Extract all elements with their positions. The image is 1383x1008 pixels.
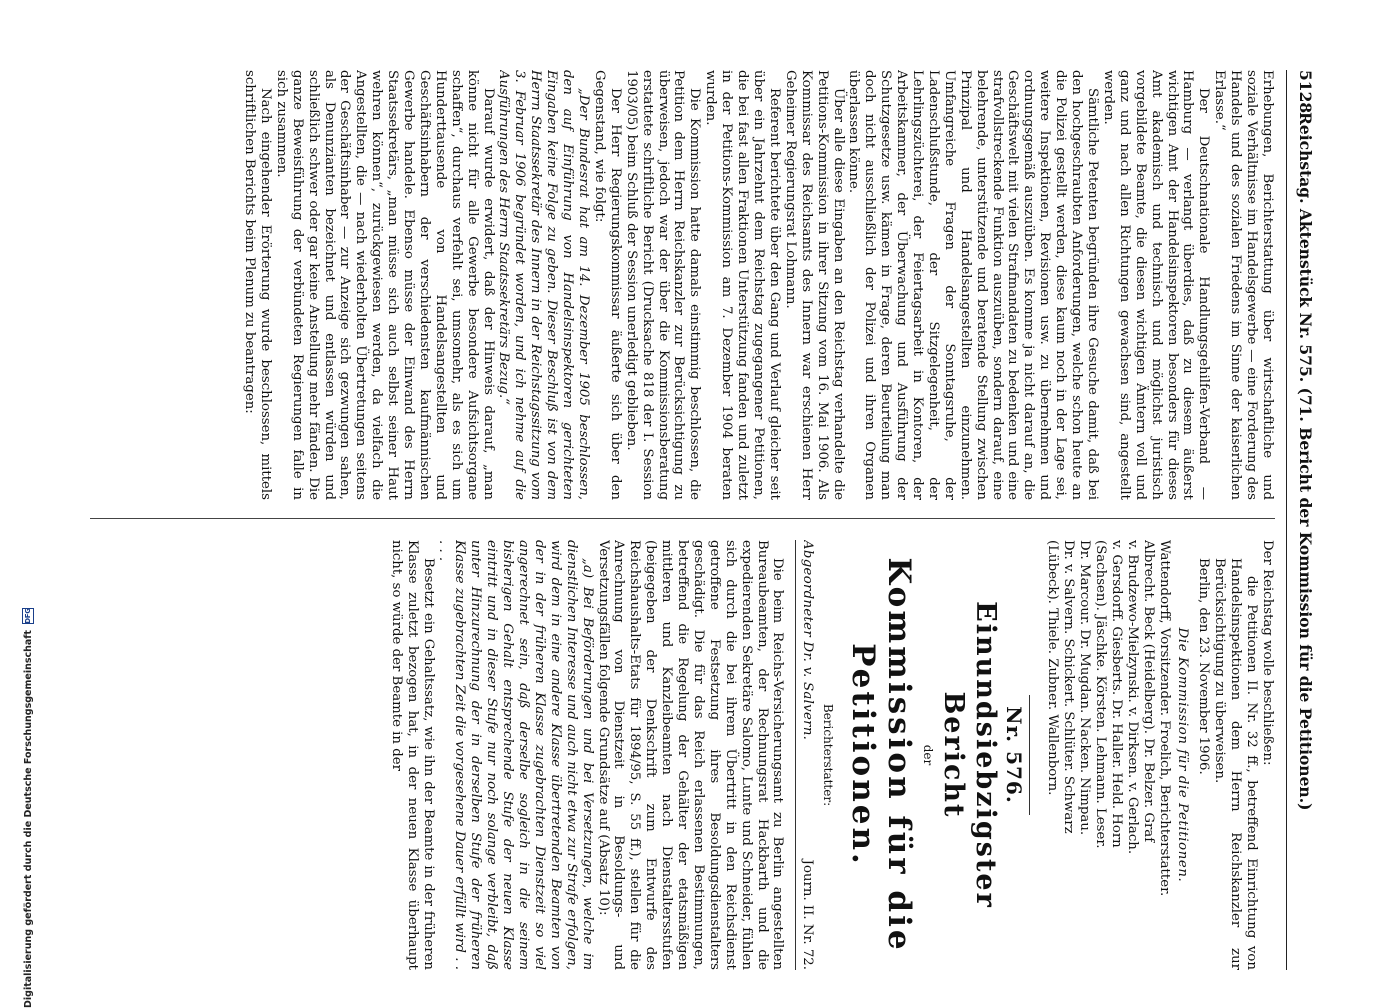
paragraph: Referent berichtete über den Gang und Verlauf gleicher seit über ein Jahrzehnt dem Reichstag zugegangener Petitionen, die bei fast allen Fraktionen Unterstützung fanden und zuletzt in der Petitions-Kommission am 7. Dezember 1904 beraten wurden. bbox=[703, 70, 782, 500]
digitization-credit bbox=[22, 8, 38, 1008]
date-line: Berlin, den 23. November 1906. bbox=[1196, 558, 1212, 775]
section-rule bbox=[1029, 695, 1030, 815]
dfg-logo-icon: DFG bbox=[24, 608, 32, 624]
members-line: (Lübeck). Thiele. Zubner. Wallenborn. bbox=[1045, 540, 1061, 796]
paragraph: Der Herr Regierungskommissar äußerte sich über den Gegenstand, wie folgt: bbox=[591, 70, 623, 500]
paragraph: Die beim Reichs-Versicherungsamt zu Berlin angestellten Bureaubeamten, der Rechnungsrat Hackbarth und die expedierenden Sekretäre Salomo, Lunte und Schneider, fühlen sich durch die bei ihrem Übertritt in den Reichsdienst getroffene Festsetzung ihres Besoldungsdienstalters geschädigt. Die für das Reich erlassenen Bestimmungen, betreffend die Regelung der Gehälter der etatsmäßigen mittleren und Kanzleibeamten nach Dienstaltersstufen (beigegeben der Denkschrift zum Entwurfe des Reichshaushalts-Etats für 1894/95, S. 55 ff.), stellen für die Anrechnung von Dienstzeit in Besoldungs- und Versetzungsfällen folgende Grundsätze auf (Absatz 10): bbox=[595, 540, 786, 970]
commission-members bbox=[1044, 540, 1171, 970]
members-line: Albrecht. Beck (Heidelberg). Dr. Belzer. Graf bbox=[1140, 540, 1156, 843]
paragraph: Darauf wurde erwidert, daß der Hinweis darauf, „man könne nicht für alle Gewerbe besondere Aufsichtsorgane schaffen“, durchaus verfehlt sei, umsomehr, als es sich um Hunderttausende von Handelsangestellten und Geschäftsinhabern der verschiedensten kaufmännischen Gewerbe handele. Ebenso müsse der Einwand des Herrn Staatssekretärs, „man müsse sich auch selbst seiner Haut wehren können“, zurückgewiesen werden, da vielfach die Angestellten, die — nach wiederholten Übertretungen seitens der Geschäftsinhaber — zur Anzeige sich gezwungen sahen, als Denunzianten bezeichnet und entlassen würden und schließlich schwer oder gar keine Anstellung mehr fänden. Die ganze Beweisführung der verbündeten Regierungen falle in sich zusammen. bbox=[273, 70, 496, 500]
document-page bbox=[80, 70, 1315, 970]
paragraph: Nach eingehender Erörterung wurde beschlossen, mittels schriftlichen Berichts beim Plenum zu beantragen: bbox=[242, 70, 273, 500]
paragraph: Erhebungen, Berichterstattung über wirtschaftliche und soziale Verhältnisse im Handelsgewerbe — eine Forderung des Handels und des sozialen Friedens im Sinne der kaiserlichen Erlasse.“ bbox=[1212, 70, 1275, 500]
journal-reference: Journ. II. Nr. 72. bbox=[800, 859, 816, 970]
commission-signature-title: Die Kommission für die Petitionen. bbox=[1175, 627, 1191, 883]
quotation-paragraph: „Der Bundesrat hat am 14. Dezember 1905 beschlossen, den auf Einführung von Handelsinspektoren gerichteten Eingaben keine Folge zu geben. Dieser Beschluß ist von dem Herrn Staatssekretär des Innern in der Reichstagssitzung vom 3. Februar 1906 begründet worden, und ich nehme auf die Ausführungen des Herrn Staatssekretärs Bezug.“ bbox=[496, 70, 592, 500]
members-line: (Sachsen). Jäschke. Körsten. Lehmann. Leser. bbox=[1092, 540, 1108, 849]
resolution-intro: Der Reichstag wolle beschließen: bbox=[1260, 540, 1275, 766]
rapporteur-line bbox=[796, 540, 816, 970]
paragraph: Über alle diese Eingaben an den Reichstag verhandelte die Petitions-Kommission in ihrer Sitzung vom 16. Mai 1906. Als Kommissar des Reichsamts des Innern war erschienen Herr Geheimer Regierungsrat Lohmann. bbox=[782, 70, 846, 500]
paragraph: Die Kommission hatte damals einstimmig beschlossen, die Petition dem Herrn Reichskanzler zur Berücksichtigung zu überweisen, jedoch war der über die Kommissionsberatung erstattete schriftliche Bericht (Drucksache 818 der I. Session 1903/05) beim Schluß der Session unerledigt geblieben. bbox=[623, 70, 703, 500]
members-line: v. Gersdorff. Giesberts. Dr. Haller. Held. Horn bbox=[1108, 540, 1124, 848]
column-divider bbox=[90, 518, 1275, 519]
rapporteur-name: Abgeordneter Dr. v. Salvern. bbox=[800, 540, 816, 741]
running-title: Reichstag. Aktenstück Nr. 575. (71. Bericht der Kommission für die Petitionen.) bbox=[1296, 112, 1315, 811]
left-column bbox=[85, 70, 1275, 500]
paragraph: Der Deutschnationale Handlungsgehilfen-Verband — Hamburg — verlangt überdies, daß zu diesem äußerst wichtigen Amt der Handelsinspektoren besonders für dieses Amt akademisch und technisch und möglichst juristisch vorgebildete Beamte, die diesen wichtigen Ämtern voll und ganz und nach allen Richtungen gewachsen sind, angestellt werden. bbox=[1100, 70, 1212, 500]
report-heading: Einundsiebzigster Bericht bbox=[938, 601, 1002, 909]
members-line: v. Brudzewo-Mielzynski. v. Dirksen. v. Gerlach. bbox=[1124, 540, 1140, 855]
rapporteur-label: Berichterstatter: bbox=[821, 703, 836, 807]
quotation-paragraph: „a) Bei Beförderungen und bei Versetzungen, welche im dienstlichen Interesse und auch nicht etwa zur Strafe erfolgen, wird dem in eine andere Klasse übertretenden Beamten von der in der früheren Klasse zugebrachten Dienstzeit so viel angerechnet sein, daß derselbe sogleich in die seinem bisherigen Gehalt entsprechende Stufe der neuen Klasse eintritt und in dieser Stufe nur noch solange verbleibt, daß unter Hinzurechnung der in derselben Stufe der früheren Klasse zugebrachten Zeit die vorgesehene Dauer erfüllt wird . . . . . bbox=[436, 540, 595, 970]
right-column bbox=[85, 540, 1275, 970]
document-number: Nr. 576. bbox=[1002, 706, 1027, 804]
paragraph: Sämtliche Petenten begründen ihre Gesuche damit, daß bei den hochgeschraubten Anforderungen, welche schon heute an die Polizei gestellt werden, diese kaum noch in der Lage sei, weitere Inspektionen, Revisionen usw. zu übernehmen und ordnungsgemäß auszuüben. Es komme ja nicht darauf an, die Geschäftswelt mit vielen Strafmandaten zu bedenken und eine strafvollstreckende Funktion auszuüben, sondern darauf, eine belehrende, unterstützende und beratende Stellung zwischen Prinzipal und Handelsangestellten einzunehmen. Umfangreiche Fragen der Sonntagsruhe, der Ladenschlußstunde, der Sitzgelegenheit, der Lehrlingszüchterei, der Feiertagsarbeit in Kontoren, der Arbeitskammer, der Überwachung und Ausführung der Schutzgesetze usw. kämen in Frage, deren Beurteilung man doch nicht ausschließlich der Polizei und ihren Organen überlassen könne. bbox=[846, 70, 1101, 500]
page-number: 5128 bbox=[1296, 70, 1315, 114]
paragraph: Besetzt ein Gehaltssatz, wie ihn der Beamte in der früheren Klasse zuletzt bezogen hat, in der neuen Klasse überhaupt nicht, so würde der Beamte in der bbox=[388, 540, 436, 970]
members-line: Dr. v. Salvern. Schickert. Schlüter. Schwarz bbox=[1061, 540, 1077, 834]
commission-heading: Kommission für die Petitionen. bbox=[845, 557, 918, 953]
running-header bbox=[1286, 70, 1315, 970]
members-line: Dr. Marcour. Dr. Mugdan. Nacken. Nimpau. bbox=[1077, 540, 1093, 836]
resolution-text: die Petitionen II. Nr. 32 ff., betreffend Einrichtung von Handelsinspektionen dem Herrn Reichskanzler zur Berücksichtigung zu überweisen. bbox=[1212, 558, 1260, 970]
members-line: Wattendorff, Vorsitzender. Froelich, Berichterstatter. bbox=[1156, 540, 1172, 897]
heading-connector: der bbox=[921, 744, 936, 766]
scanned-page bbox=[80, 70, 1315, 990]
credit-text: Digitalisierung gefördert durch die Deutsche Forschungsgemeinschaft bbox=[22, 630, 34, 1008]
